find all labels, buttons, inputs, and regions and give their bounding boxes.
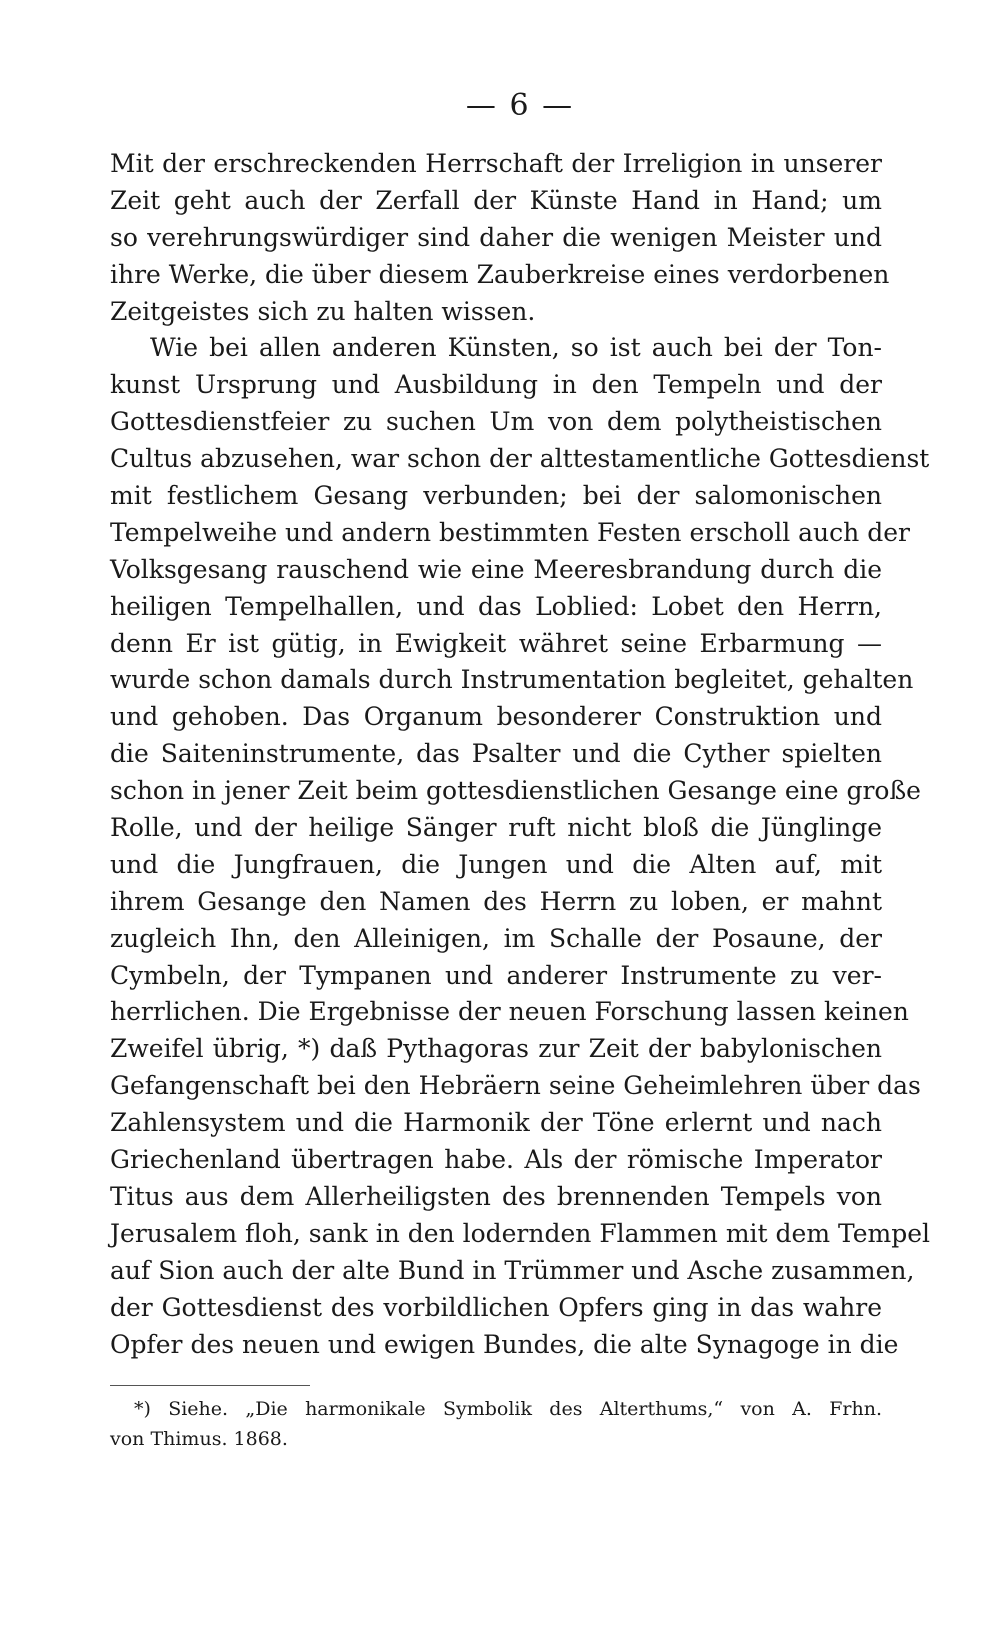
- footnote-line: *) Siehe. „Die harmonikale Symbolik des Alterthums,“ von A. Frhn.: [134, 1398, 882, 1420]
- footnote: [110, 1394, 882, 1454]
- text-line: so verehrungswürdiger sind daher die wenigen Meister und: [110, 222, 882, 252]
- text-line: Zeit geht auch der Zerfall der Künste Hand in Hand; um: [110, 185, 882, 215]
- body-text: [110, 146, 931, 1363]
- text-line: ihrem Gesange den Namen des Herrn zu loben, er mahnt: [110, 886, 882, 916]
- text-line: die Saiteninstrumente, das Psalter und die Cyther spielten: [110, 739, 882, 769]
- text-line: kunst Ursprung und Ausbildung in den Tempeln und der: [110, 370, 882, 400]
- text-line: Opfer des neuen und ewigen Bundes, die alte Synagoge in die: [110, 1329, 899, 1359]
- text-line: Zweifel übrig, *) daß Pythagoras zur Zeit der babylonischen: [110, 1034, 882, 1064]
- text-line: ihre Werke, die über diesem Zauberkreise eines verdorbenen: [110, 259, 890, 289]
- text-line: mit festlichem Gesang verbunden; bei der salomonischen: [110, 481, 882, 511]
- footnote-line: von Thimus. 1868.: [110, 1428, 288, 1450]
- text-line: Rolle, und der heilige Sänger ruft nicht bloß die Jünglinge: [110, 813, 882, 843]
- text-line: herrlichen. Die Ergebnisse der neuen Forschung lassen keinen: [110, 997, 909, 1027]
- text-line: Titus aus dem Allerheiligsten des brennenden Tempels von: [110, 1181, 882, 1211]
- text-line: Gefangenschaft bei den Hebräern seine Geheimlehren über das: [110, 1071, 921, 1101]
- text-line: und gehoben. Das Organum besonderer Construktion und: [110, 702, 882, 732]
- text-line: wurde schon damals durch Instrumentation begleitet, gehalten: [110, 665, 914, 695]
- text-line: Mit der erschreckenden Herrschaft der Irreligion in unserer: [110, 149, 882, 178]
- text-line: Cultus abzusehen, war schon der alttestamentliche Gottesdienst: [110, 444, 930, 474]
- text-line: Gottesdienstfeier zu suchen Um von dem polytheistischen: [110, 407, 882, 437]
- text-line: Cymbeln, der Tympanen und anderer Instrumente zu ver-: [110, 960, 882, 990]
- text-line: Zeitgeistes sich zu halten wissen.: [110, 296, 536, 326]
- footnote-divider: [110, 1385, 310, 1386]
- text-line: und die Jungfrauen, die Jungen und die Alten auf, mit: [110, 849, 882, 879]
- text-line: heiligen Tempelhallen, und das Loblied: Lobet den Herrn,: [110, 591, 882, 621]
- text-line: Wie bei allen anderen Künsten, so ist auch bei der Ton-: [150, 333, 882, 363]
- text-line: denn Er ist gütig, in Ewigkeit währet seine Erbarmung —: [110, 628, 882, 658]
- text-line: Zahlensystem und die Harmonik der Töne erlernt und nach: [110, 1108, 882, 1138]
- text-line: zugleich Ihn, den Alleinigen, im Schalle der Posaune, der: [110, 923, 882, 953]
- text-line: schon in jener Zeit beim gottesdienstlichen Gesange eine große: [110, 776, 921, 806]
- text-line: Griechenland übertragen habe. Als der römische Imperator: [110, 1145, 882, 1175]
- text-line: auf Sion auch der alte Bund in Trümmer und Asche zusammen,: [110, 1255, 915, 1285]
- text-line: Tempelweihe und andern bestimmten Festen erscholl auch der: [110, 517, 910, 547]
- text-line: der Gottesdienst des vorbildlichen Opfers ging in das wahre: [110, 1292, 882, 1322]
- page-number: — 6 —: [465, 88, 575, 123]
- text-line: Jerusalem floh, sank in den lodernden Flammen mit dem Tempel: [110, 1218, 931, 1248]
- text-line: Volksgesang rauschend wie eine Meeresbrandung durch die: [110, 554, 882, 584]
